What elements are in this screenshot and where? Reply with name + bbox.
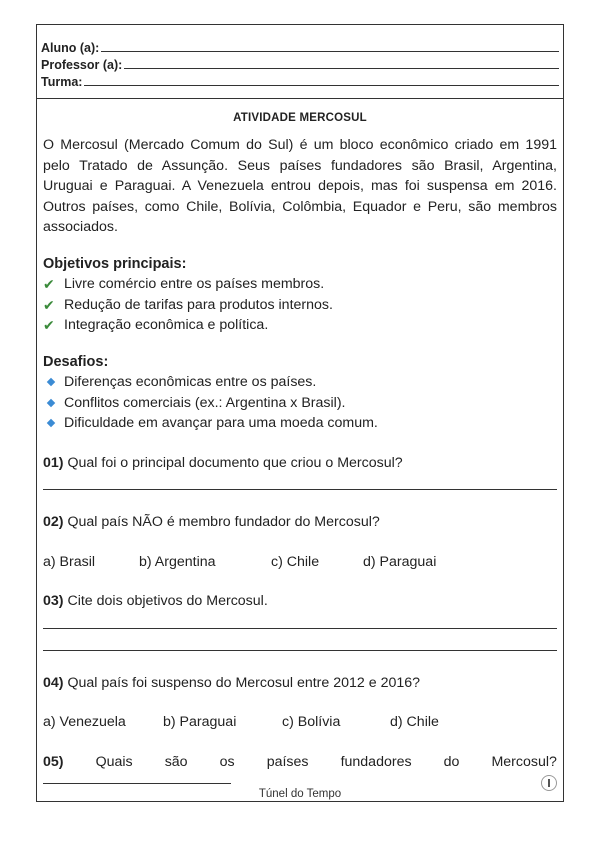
student-info-header (37, 25, 563, 99)
option-b[interactable]: b) Paraguai (163, 714, 237, 730)
aluno-field[interactable] (101, 51, 559, 52)
check-mark-icon: ✔ (43, 276, 55, 292)
option-d[interactable]: d) Paraguai (363, 553, 437, 570)
answer-line[interactable] (43, 488, 557, 490)
question-2-options (43, 552, 557, 573)
option-a[interactable]: a) Venezuela (43, 714, 126, 730)
turma-line (41, 72, 559, 89)
check-mark-icon: ✔ (43, 296, 55, 313)
professor-line (41, 55, 559, 72)
option-d[interactable]: d) Chile (390, 714, 439, 730)
list-item: ✔ Integração econômica e política. (43, 315, 557, 336)
option-c[interactable]: c) Chile (271, 553, 320, 570)
professor-field[interactable] (124, 68, 559, 69)
intro-paragraph: O Mercosul (Mercado Comum do Sul) é um bloco econômico criado em 1991 pelo Tratado de Assunção. Seus países fundadores são Brasil, Argentina, Uruguai e Paraguai. A Venezuela entrou depois, mas foi suspensa em 2016. Outros países, como Chile, Bolívia, Colômbia, Equador e Peru, são membros associados. (43, 137, 557, 235)
footer-text: Túnel do Tempo (258, 788, 342, 800)
question-5: 05) Quais são os países fundadores do Mercosul? (43, 753, 557, 770)
answer-line[interactable] (43, 627, 557, 629)
list-item: Dificuldade em avançar para uma moeda comum. (43, 413, 557, 434)
blue-diamond-icon (47, 399, 55, 407)
aluno-label: Aluno (a): (41, 41, 100, 55)
question-4: 04) Qual país foi suspenso do Mercosul entre 2012 e 2016? (43, 674, 421, 691)
question-3: 03) Cite dois objetivos do Mercosul. (43, 593, 268, 609)
turma-label: Turma: (41, 75, 83, 89)
list-item: Conflitos comerciais (ex.: Argentina x Brasil). (43, 393, 557, 414)
check-mark-icon: ✔ (43, 317, 55, 333)
worksheet-content (43, 135, 557, 784)
list-item: Diferenças econômicas entre os países. (43, 372, 557, 393)
blue-diamond-icon (47, 378, 55, 386)
question-2: 02) Qual país NÃO é membro fundador do Mercosul? (43, 514, 380, 530)
objetivos-heading: Objetivos principais: (43, 255, 187, 272)
answer-line[interactable] (43, 782, 231, 784)
answer-line[interactable] (43, 649, 557, 651)
option-a[interactable]: a) Brasil (43, 553, 96, 570)
worksheet-frame (36, 24, 564, 802)
aluno-line (41, 38, 559, 55)
option-c[interactable]: c) Bolívia (282, 714, 341, 730)
list-item: ✔ Redução de tarifas para produtos internos. (43, 295, 557, 316)
blue-diamond-icon (47, 419, 55, 427)
question-4-options (43, 712, 557, 733)
list-item: ✔ Livre comércio entre os países membros. (43, 274, 557, 295)
question-1: 01) Qual foi o principal documento que criou o Mercosul? (43, 454, 403, 471)
turma-field[interactable] (84, 85, 559, 86)
desafios-heading: Desafios: (43, 353, 109, 370)
page-title: ATIVIDADE MERCOSUL (233, 112, 367, 124)
professor-label: Professor (a): (41, 58, 123, 72)
option-b[interactable]: b) Argentina (139, 553, 216, 570)
